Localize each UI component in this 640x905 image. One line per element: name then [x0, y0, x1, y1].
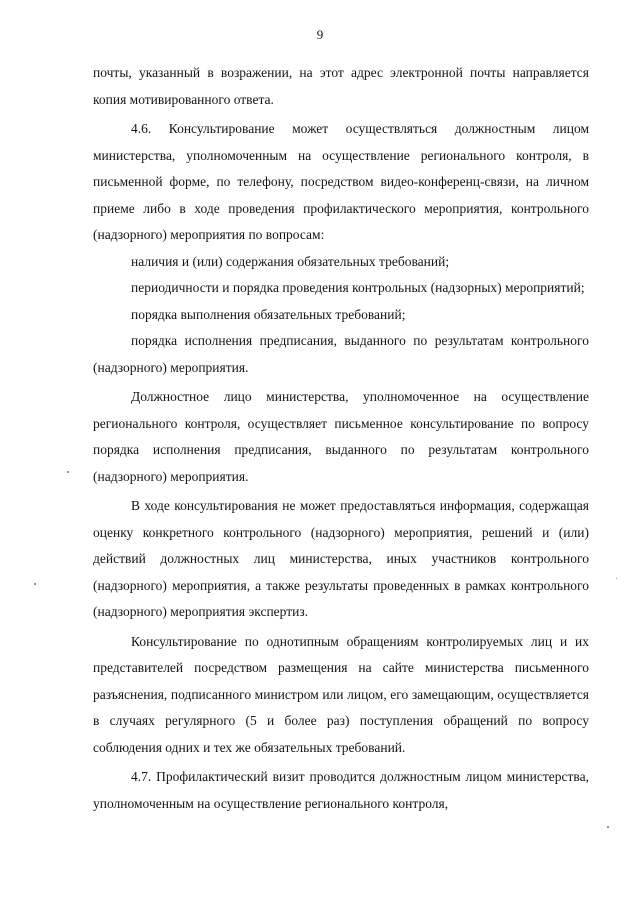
document-body — [93, 60, 589, 817]
paragraph: Консультирование по однотипным обращениям контролируемых лиц и их представителей посредством размещения на сайте министерства письменного разъяснения, подписанного министром или лицом, его замещающим, осуществляется в случаях регулярного (5 и более раз) поступления обращений по вопросу соблюдения одних и тех же обязательных требований. — [93, 633, 589, 755]
paragraph-4-7: 4.7. Профилактический визит проводится должностным лицом министерства, уполномоченным на осуществление регионального контроля, — [93, 769, 589, 811]
scan-speck — [607, 826, 609, 828]
scan-speck — [616, 578, 617, 579]
paragraph: Должностное лицо министерства, уполномоченное на осуществление регионального контроля, осуществляет письменное консультирование по вопросу порядка исполнения предписания, выданного по результатам контрольного (надзорного) мероприятия. — [93, 389, 589, 484]
paragraph-4-6: 4.6. Консультирование может осуществляться должностным лицом министерства, уполномоченным на осуществление регионального контроля, в письменной форме, по телефону, посредством видео-конференц-связи, на личном приеме либо в ходе проведения профилактического мероприятия, контрольного (надзорного) мероприятия по вопросам: — [93, 121, 589, 242]
paragraph: почты, указанный в возражении, на этот адрес электронной почты направляется копия мотивированного ответа. — [93, 65, 589, 107]
paragraph: В ходе консультирования не может предоставляться информация, содержащая оценку конкретного контрольного (надзорного) мероприятия, решений и (или) действий должностных лиц министерства, иных участников контрольного (надзорного) мероприятия, а также результаты проведенных в рамках контрольного (надзорного) мероприятия экспертиз. — [93, 498, 589, 619]
scan-speck — [34, 583, 36, 585]
list-item: наличия и (или) содержания обязательных требований; — [131, 253, 450, 269]
list-item: порядка исполнения предписания, выданного по результатам контрольного (надзорного) мероприятия. — [93, 333, 589, 375]
scan-speck — [67, 471, 69, 473]
list-item: периодичности и порядка проведения контрольных (надзорных) мероприятий; — [131, 280, 585, 295]
page-number: 9 — [316, 27, 324, 42]
list-item: порядка выполнения обязательных требований; — [131, 306, 406, 322]
